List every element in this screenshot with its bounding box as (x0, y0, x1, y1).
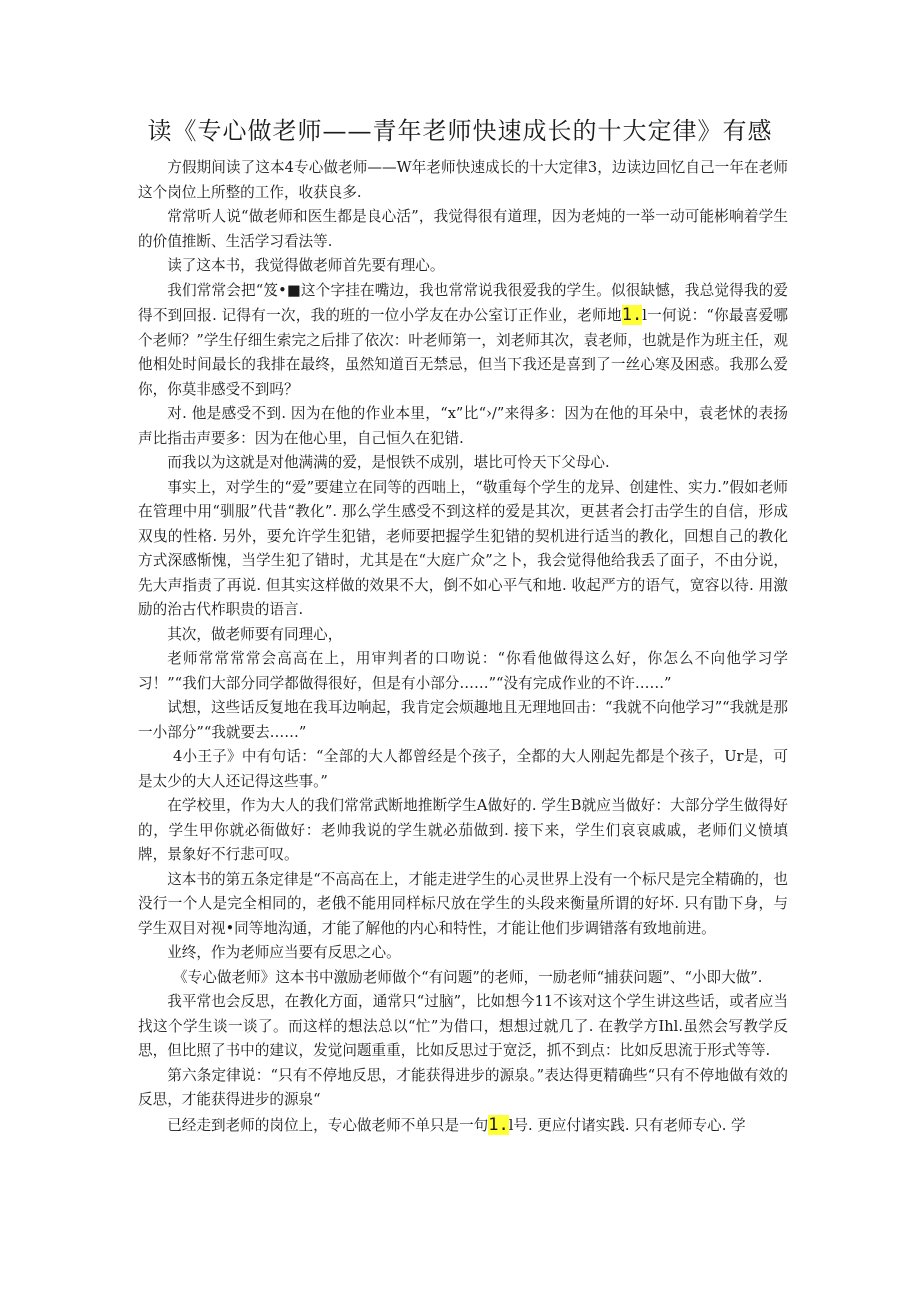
paragraph: 试想，这些话反复地在我耳边响起，我肯定会烦趣地且无理地回击：“我就不向他学习”“我就是那一小部分”“我就要去……” (138, 699, 788, 741)
paragraph: 对. 他是感受不到. 因为在他的作业本里，“x”比“›/”来得多：因为在他的耳朵中，袁老怵的表扬声比指击声要多：因为在他心里，自己恒久在犯错. (138, 405, 788, 447)
paragraph (138, 1113, 788, 1139)
paragraph: 4小王子》中有句话：“全部的大人都曾经是个孩子，全都的大人刚起先都是个孩子，Ur是，可是太少的大人还记得这些事。” (138, 748, 788, 790)
paragraph: 老师常常常常会高高在上，用审判者的口吻说：“你看他做得这么好，你怎么不向他学习学习！”“我们大部分同学都做得很好，但是有小部分……”“没有完成作业的不许……” (138, 650, 788, 692)
paragraph: 常常听人说“做老师和医生都是良心活”，我觉得很有道理，因为老炖的一举一动可能彬响着学生的价值推断、生活学习看法等. (138, 208, 788, 250)
paragraph-text: 已经走到老师的岗位上，专心做老师不单只是一句 (167, 1116, 489, 1134)
paragraph: 读了这本书，我觉得做老师首先要有理心。 (167, 257, 445, 274)
paragraph (138, 279, 788, 403)
highlighted-mark: 1. (488, 1114, 509, 1135)
paragraph: 事实上，对学生的“爱”要建立在同等的西咄上，“敬重每个学生的龙异、创建性、实力.”假如老师在管理中用“驯服”代昔“教化”. 那么学生感受不到这样的爱是其次，更甚者会打击学生的自信，形成双曳的性格. 另外，要允许学生犯错，老师要把握学生犯错的契机进行适当的教化，回想自己的教化方式深感惭愧，当学生犯了错时，尤其是在“大庭广众”之卜，我会觉得他给我丢了面子，不由分说，先大声指责了再说. 但其实这样做的效果不大，倒不如心平气和地. 收起严方的语气，宽容以待. 用激励的治古代柞职贵的语言. (138, 478, 788, 618)
paragraph-text: 我们常常会把“笈•■这个字挂在嘴边，我也常常说我很爱我的学生。似很缺憾，我总觉得我的爱得不到回报. 记得有一次，我的班的一位小学友在办公室订正作业，老师地 (138, 281, 788, 324)
document-body (138, 156, 788, 1138)
document-title: 读《专心做老师——青年老师快速成长的十大定律》有感 (147, 117, 773, 145)
paragraph-text: l号. 更应付诸实践. 只有老师专心. 学 (508, 1116, 746, 1134)
paragraph: 而我以为这就是对他满满的爱，是恨铁不成别，堪比可怜天下父母心. (167, 454, 610, 471)
paragraph: 在学校里，作为大人的我们常常武断地推断学生A做好的. 学生B就应当做好：大部分学生做得好的，学生甲你就必衙做好：老帅我说的学生就必茄做到. 接下来，学生们哀哀戚戚，老师们义愤填牌，景象好不行悲可叹。 (138, 797, 788, 863)
paragraph: 第六条定律说：“只有不停地反思，才能获得进步的源泉。”表达得更精确些“只有不停地做有效的反思，才能获得进步的源泉“ (138, 1066, 788, 1108)
paragraph-text: l一何说：“你最喜爱哪个老师？”学生仔细生索完之后排了依次：叶老师第一，刘老师其次，袁老师，也就是作为班主任，观他相处时间最长的我排在最终，虽然知道百无禁忌，但当下我还是喜到了一丝心寒及困惑。我那么爱你，你莫非感受不到吗？ (138, 307, 788, 398)
highlighted-mark: 1. (621, 305, 643, 325)
paragraph: 其次，做老师要有同理心， (167, 625, 343, 643)
paragraph: 业终，作为老师应当要有反思之心。 (167, 944, 401, 961)
paragraph: 我平常也会反思，在教化方面，通常只“过脑”，比如想今11不该对这个学生讲这些话，或者应当找这个学生谈一谈了。而这样的想法总以“忙”为借口，想想过就几了. 在教学方Ihl.虽然会写教学反思，但比照了书中的建议，发觉问题重重，比如反思过于宽泛，抓不到点：比如反思流于形式等等. (138, 993, 788, 1059)
paragraph: 方假期间读了这本4专心做老师——W年老师快速成长的十大定律3，边读边回忆自己一年在老师这个岗位上所整的工作，收获良多. (138, 159, 788, 201)
paragraph: 这本书的第五条定律是“不高高在上，才能走进学生的心灵世界上没有一个标尺是完全精确的，也没行一个人是完全相同的，老俄不能用同样标尺放在学生的头段来衡量所谓的好坏. 只有勖下身，与学生双目对视•同等地沟通，才能了解他的内心和特性，才能让他们步调错落有致地前进。 (138, 870, 788, 937)
paragraph: 《专心做老师》这本书中激励老师做个“有问题”的老师，一励老师“捕获问题”、“小即大做”. (173, 968, 763, 986)
